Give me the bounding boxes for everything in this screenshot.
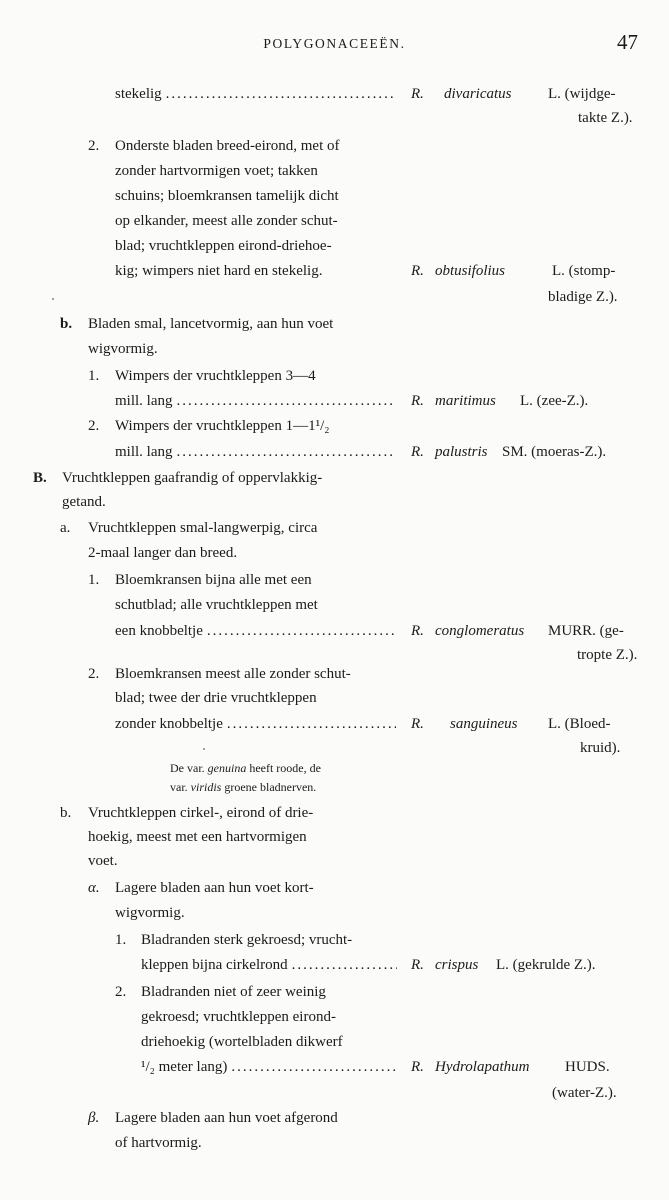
text-line: hoekig, meest met een hartvormigen xyxy=(88,829,307,845)
author-common-name: L. (wijdge- xyxy=(548,86,616,102)
genus-abbrev: R. xyxy=(411,86,424,102)
item-letter: b. xyxy=(60,316,73,332)
genus-abbrev: R. xyxy=(411,393,424,409)
text-line: blad; twee der drie vruchtkleppen xyxy=(115,690,317,706)
item-number: 2. xyxy=(88,666,100,682)
genus-abbrev: R. xyxy=(411,444,424,460)
author-common-name-cont: kruid). xyxy=(580,740,621,756)
text-line: wigvormig. xyxy=(88,341,158,357)
author-common-name: HUDS. xyxy=(565,1059,610,1075)
text-line: een knobbeltje ..... xyxy=(115,623,400,643)
text-line: op elkander, meest alle zonder schut- xyxy=(115,213,338,229)
text-line: schuins; bloemkransen tamelijk dicht xyxy=(115,188,339,204)
text-line: Bladranden niet of zeer weinig xyxy=(141,984,326,1000)
author-common-name: SM. (moeras-Z.). xyxy=(502,444,607,460)
text-line: zonder hartvormigen voet; takken xyxy=(115,163,318,179)
species-name: conglomeratus xyxy=(435,623,525,639)
text-line: Vruchtkleppen cirkel-, eirond of drie- xyxy=(88,805,314,821)
running-head: POLYGONACEEËN. xyxy=(263,36,406,51)
author-common-name: MURR. (ge- xyxy=(548,623,624,639)
text-line: wigvormig. xyxy=(115,905,185,921)
species-name: sanguineus xyxy=(450,716,518,732)
item-number: 1. xyxy=(115,932,127,948)
text-line: Vruchtkleppen smal-langwerpig, circa xyxy=(88,520,318,536)
text-line: Vruchtkleppen gaafrandig of oppervlakkig- xyxy=(62,470,323,486)
author-common-name-cont: takte Z.). xyxy=(578,110,633,126)
item-letter: a. xyxy=(60,520,71,536)
section-letter: B. xyxy=(33,470,47,486)
text-line: voet. xyxy=(88,853,118,869)
genus-abbrev: R. xyxy=(411,716,424,732)
item-number: 2. xyxy=(115,984,127,1000)
text-line: blad; vruchtkleppen eirond-driehoe- xyxy=(115,238,332,254)
item-greek-letter: β. xyxy=(88,1110,100,1126)
species-name: crispus xyxy=(435,957,479,973)
text-line: kleppen bijna cirkelrond ..... xyxy=(141,957,401,977)
footnote-line: De var. genuina heeft roode, de xyxy=(170,761,321,775)
author-common-name-cont: tropte Z.). xyxy=(577,647,638,663)
item-letter: b. xyxy=(60,805,72,821)
text-line: Onderste bladen breed-eirond, met of xyxy=(115,138,340,154)
text-line: Wimpers der vruchtkleppen 1—1¹/₂ xyxy=(115,418,330,434)
text-line: Bladranden sterk gekroesd; vrucht- xyxy=(141,932,353,948)
page-number: 47 xyxy=(617,30,638,54)
text-line: Bloemkransen bijna alle met een xyxy=(115,572,312,588)
genus-abbrev: R. xyxy=(411,957,424,973)
text-line: driehoekig (wortelbladen dikwerf xyxy=(141,1034,343,1050)
item-number: 1. xyxy=(88,572,100,588)
footnote-line: var. viridis groene bladnerven. xyxy=(170,780,317,794)
author-common-name: L. (Bloed- xyxy=(548,716,611,732)
item-number: 1. xyxy=(88,368,100,384)
author-common-name: L. (zee-Z.). xyxy=(520,393,589,409)
author-common-name: L. (stomp- xyxy=(552,263,616,279)
genus-abbrev: R. xyxy=(411,263,424,279)
text-line: Bloemkransen meest alle zonder schut- xyxy=(115,666,351,682)
text-line: stekelig ..... xyxy=(115,86,400,106)
species-name: palustris xyxy=(435,444,488,460)
paper-speck xyxy=(52,298,54,300)
text-line: kig; wimpers niet hard en stekelig. xyxy=(115,263,323,279)
text-line: Bladen smal, lancetvormig, aan hun voet xyxy=(88,316,334,332)
genus-abbrev: R. xyxy=(411,623,424,639)
species-name: divaricatus xyxy=(444,86,512,102)
text-line: schutblad; alle vruchtkleppen met xyxy=(115,597,318,613)
author-common-name: L. (gekrulde Z.). xyxy=(496,957,596,973)
author-common-name-cont: (water-Z.). xyxy=(552,1085,617,1101)
text-line: Wimpers der vruchtkleppen 3—4 xyxy=(115,368,316,384)
author-common-name-cont: bladige Z.). xyxy=(548,289,618,305)
species-name: maritimus xyxy=(435,393,496,409)
text-line: zonder knobbeltje ..... xyxy=(115,716,400,736)
paper-speck xyxy=(203,748,205,750)
text-line: 2-maal langer dan breed. xyxy=(88,545,238,561)
text-line: mill. lang ..... xyxy=(115,444,400,464)
genus-abbrev: R. xyxy=(411,1059,424,1075)
text-line: Lagere bladen aan hun voet afgerond xyxy=(115,1110,338,1126)
text-line: Lagere bladen aan hun voet kort- xyxy=(115,880,314,896)
item-number: 2. xyxy=(88,138,100,154)
species-name: Hydrolapathum xyxy=(435,1059,530,1075)
text-line: of hartvormig. xyxy=(115,1135,202,1151)
text-line: mill. lang ..... xyxy=(115,393,400,413)
species-name: obtusifolius xyxy=(435,263,506,279)
text-line: gekroesd; vruchtkleppen eirond- xyxy=(141,1009,336,1025)
item-greek-letter: α. xyxy=(88,880,100,896)
text-line: getand. xyxy=(62,494,106,510)
item-number: 2. xyxy=(88,418,100,434)
text-line: ¹/₂ meter lang) ..... xyxy=(141,1059,401,1079)
